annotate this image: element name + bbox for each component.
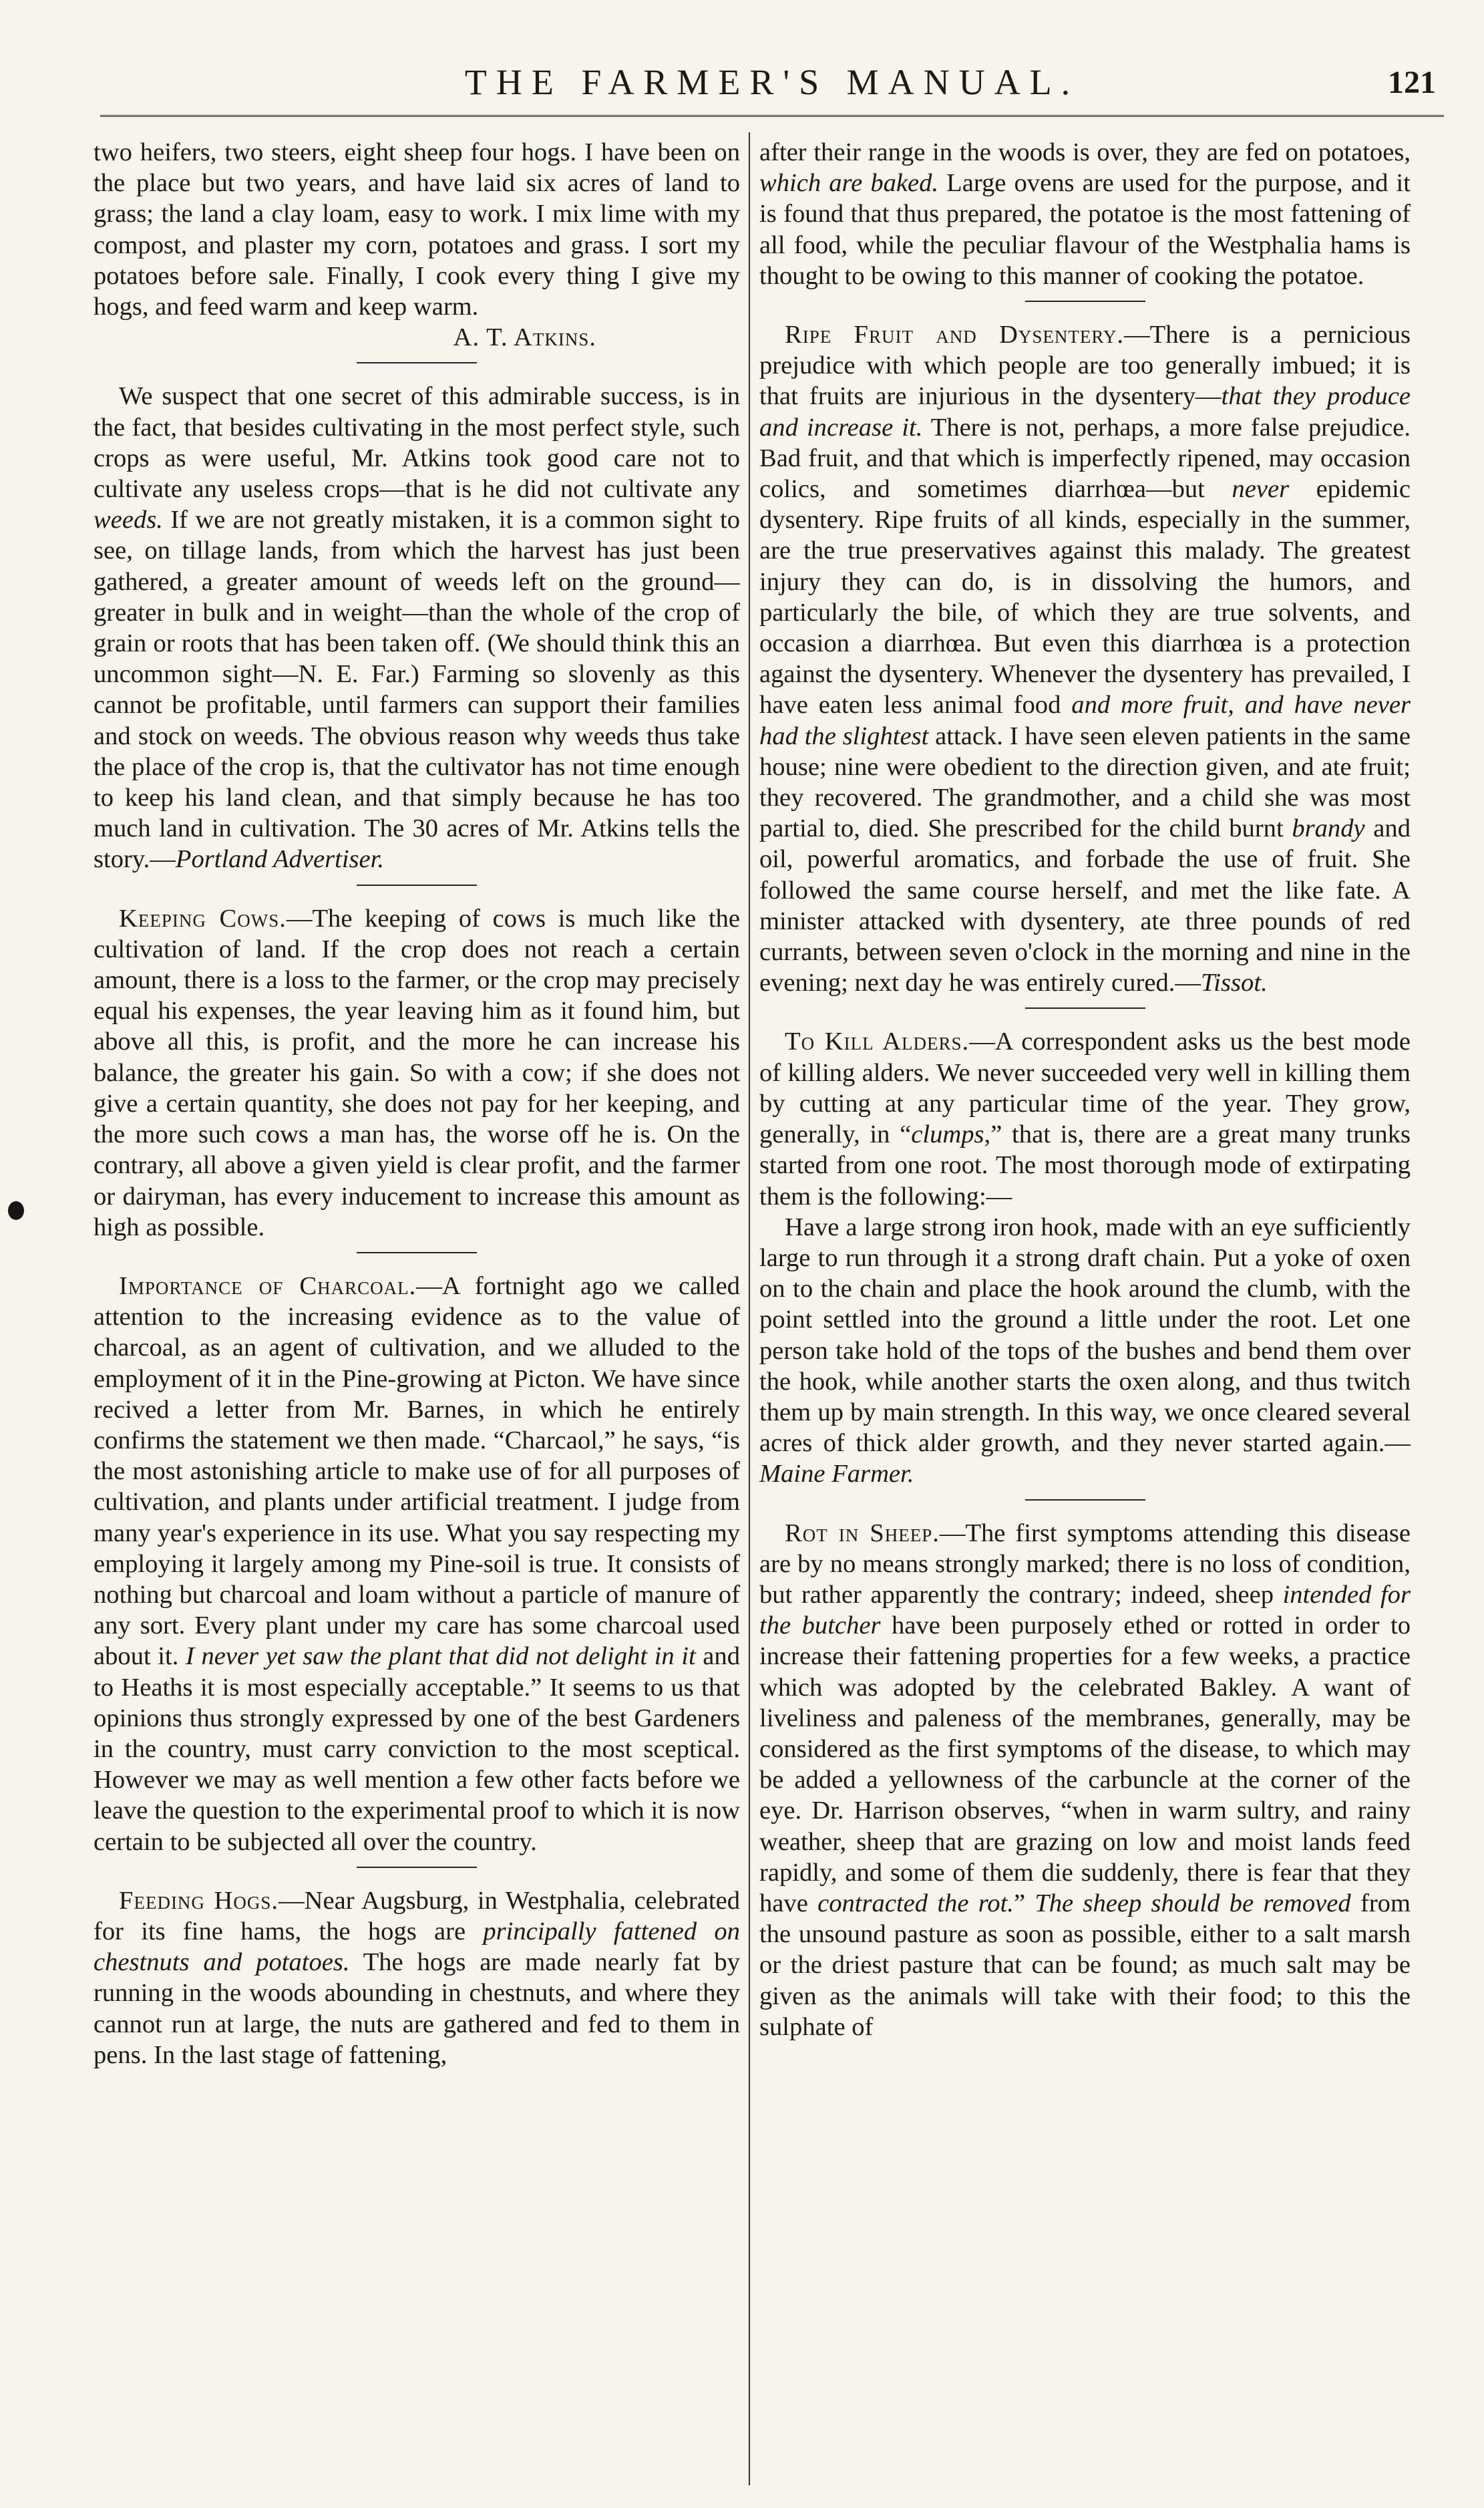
section-rule — [357, 362, 477, 363]
article-feeding-hogs: Feeding Hogs.—Near Augsburg, in Westphalia, celebrated for its fine hams, the hogs are principally fattened on chestnuts and potatoes. The hogs are made nearly fat by running in the woods abounding in chestnuts, and where they cannot run at large, the nuts are gathered and fed to them in pens. In the last stage of fattening, — [94, 1886, 740, 2069]
section-rule — [357, 1867, 477, 1868]
right-column — [759, 137, 1411, 2482]
header-rule — [100, 115, 1444, 117]
article-ripe-fruit: Ripe Fruit and Dysentery.—There is a pernicious prejudice with which people are too generally imbued; it is that fruits are injurious in the dysentery—that they produce and increase it. There is not, perhaps, a more false prejudice. Bad fruit, and that which is imperfectly ripened, may occasion colics, and sometimes diarrhœa—but never epidemic dysentery. Ripe fruits of all kinds, especially in the summer, are the true preservatives against this malady. The greatest injury they can do, is in dissolving the humors, and particularly the bile, of which they are true solvents, and occasion a diarrhœa. But even this diarrhœa is a protection against the dysentery. Whenever the dysentery has prevailed, I have eaten less animal food and more fruit, and have never had the slightest attack. I have seen eleven patients in the same house; nine were obedient to the direction given, and ate fruit; they recovered. The grandmother, and a child she was most partial to, died. She prescribed for the child burnt brandy and oil, powerful aromatics, and forbade the use of fruit. She followed the same course herself, and met the like fate. A minister attacked with dysentery, ate three pounds of red currants, between seven o'clock in the morning and nine in the evening; next day he was entirely cured.—Tissot. — [759, 321, 1411, 997]
column-divider — [749, 132, 750, 2485]
article-kill-alders-method: Have a large strong iron hook, made with an eye sufficiently large to run through it a strong draft chain. Put a yoke of oxen on to the chain and place the hook around the clumb, with the point settled into the ground a little under the root. Let one person take hold of the tops of the bushes and bend them over the hook, while another starts the oxen along, and thus twitch them up by main strength. In this way, we once cleared several acres of thick alder growth, and they never started again.—Maine Farmer. — [759, 1213, 1411, 1488]
letter-continuation: two heifers, two steers, eight sheep four hogs. I have been on the place but two years, and have laid six acres of land to grass; the land a clay loam, easy to work. I mix lime with my compost, and plaster my corn, potatoes and grass. I sort my potatoes before sale. Finally, I cook every thing I give my hogs, and feed warm and keep warm. — [94, 138, 740, 321]
section-rule — [1025, 1007, 1145, 1009]
article-title: Ripe Fruit and Dysentery. — [785, 321, 1125, 349]
article-keeping-cows: Keeping Cows.—The keeping of cows is much like the cultivation of land. If the crop does not reach a certain amount, there is a loss to the farmer, or the crop may precisely equal his expenses, the year leaving him as it found him, but above all this, is profit, and the more he can increase his balance, the greater his gain. So with a cow; if she does not give a certain quantity, she does not pay for her keeping, and the more such cows a man has, the worse off he is. On the contrary, all above a given yield is clear profit, and the farmer or dairyman, has every inducement to increase this amount as high as possible. — [94, 904, 740, 1241]
ink-blot — [8, 1201, 24, 1220]
article-title: Feeding Hogs. — [119, 1886, 279, 1915]
left-column — [94, 137, 740, 2482]
article-title: Keeping Cows. — [119, 904, 287, 933]
section-rule — [357, 1252, 477, 1253]
running-header — [100, 61, 1444, 122]
section-rule — [357, 885, 477, 886]
article-title: To Kill Alders. — [785, 1028, 970, 1056]
article-rot-in-sheep: Rot in Sheep.—The first symptoms attending this disease are by no means strongly marked; there is no loss of condition, but rather apparently the contrary; indeed, sheep intended for the butcher have been purposely ethed or rotted in order to increase their fattening properties for a few weeks, a practice which was adopted by the celebrated Bakley. A want of liveliness and paleness of the membranes, generally, may be considered as the first symptoms of the disease, to which may be added a yellowness of the carbuncle at the corner of the eye. Dr. Harrison observes, “when in warm sultry, and rainy weather, sheep that are grazing on low and moist lands feed rapidly, and some of them die suddenly, there is fear that they have contracted the rot.” The sheep should be removed from the unsound pasture as soon as possible, either to a salt marsh or the driest pasture that can be found; as much salt may be given as the animals will take with their food; to this the sulphate of — [759, 1519, 1411, 2041]
article-kill-alders: To Kill Alders.—A correspondent asks us the best mode of killing alders. We never succeeded very well in killing them by cutting at any particular time of the year. They grow, generally, in “clumps,” that is, there are a great many trunks started from one root. The most thorough mode of extirpating them is the following:— — [759, 1028, 1411, 1211]
article-charcoal: Importance of Charcoal.—A fortnight ago we called attention to the increasing evidence as to the value of charcoal, as an agent of cultivation, and we alluded to the employment of it in the Pine-growing at Picton. We have since recived a letter from Mr. Barnes, in which he entirely confirms the statement we then made. “Charcaol,” he says, “is the most astonishing article to make use of for all purposes of cultivation, and plants under artificial treatment. I judge from many year's experience in its use. What you say respecting my employing it largely among my Pine-soil is true. It consists of nothing but charcoal and loam without a particle of manure of any sort. Every plant under my care has some charcoal used about it. I never yet saw the plant that did not delight in it and to Heaths it is most especially acceptable.” It seems to us that opinions thus strongly expressed by one of the best Gardeners in the country, must carry conviction to the most sceptical. However we may as well mention a few other facts before we leave the question to the experimental proof to which it is now certain to be subjected all over the country. — [94, 1271, 740, 1856]
hogs-continuation: after their range in the woods is over, they are fed on potatoes, which are baked. Large ovens are used for the purpose, and it is found that thus prepared, the potatoe is the most fattening of all food, while the peculiar flavour of the Westphalia hams is thought to be owing to this manner of cooking the potatoe. — [759, 138, 1411, 290]
atkins-commentary: We suspect that one secret of this admirable success, is in the fact, that besides cultivating in the most perfect style, such crops as were useful, Mr. Atkins took good care not to cultivate any useless crops—that is he did not cultivate any weeds. If we are not greatly mistaken, it is a common sight to see, on tillage lands, from which the harvest has just been gathered, a greater amount of weeds left on the ground—greater in bulk and in weight—than the whole of the crop of grain or roots that has been taken off. (We should think this an uncommon sight—N. E. Far.) Farming so slovenly as this cannot be profitable, until farmers can support their families and stock on weeds. The obvious reason why weeds thus take the place of the crop is, that the cultivator has not time enough to keep his land clean, and that simply because he has too much land in cultivation. The 30 acres of Mr. Atkins tells the story.—Portland Advertiser. — [94, 382, 740, 874]
article-title: Importance of Charcoal. — [119, 1271, 417, 1300]
section-rule — [1025, 301, 1145, 302]
section-rule — [1025, 1499, 1145, 1501]
article-title: Rot in Sheep. — [785, 1519, 940, 1547]
page-number: 121 — [1388, 65, 1436, 100]
running-title: THE FARMER'S MANUAL. — [464, 62, 1080, 102]
letter-signature: A. T. Atkins. — [453, 323, 596, 352]
